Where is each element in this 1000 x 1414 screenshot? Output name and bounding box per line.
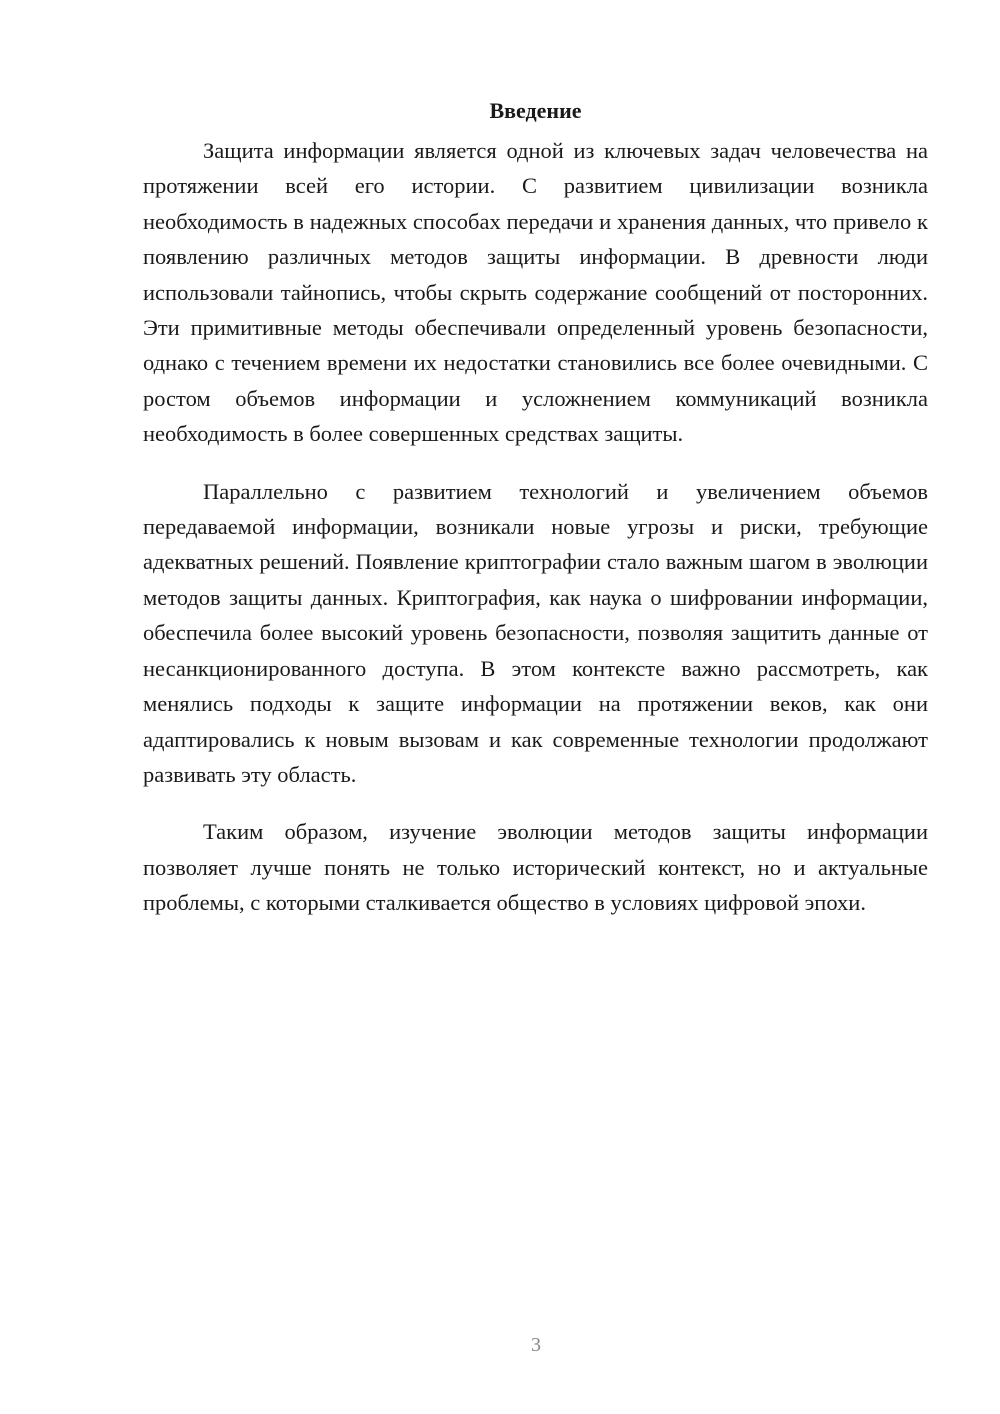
paragraph-3: Таким образом, изучение эволюции методов защиты информации позволяет лучше понять не только исторический контекст, но и актуальные проблемы, с которыми сталкивается общество в условиях цифровой эпохи. bbox=[143, 819, 928, 916]
page-content bbox=[143, 93, 928, 943]
paragraph-1: Защита информации является одной из ключевых задач человечества на протяжении всей его истории. С развитием цивилизации возникла необходимость в надежных способах передачи и хранения данных, что привело к появлению различных методов защиты информации. В древности люди использовали тайнопись, чтобы скрыть содержание сообщений от посторонних. Эти примитивные методы обеспечивали определенный уровень безопасности, однако с течением времени их недостатки становились все более очевидными. С ростом объемов информации и усложнением коммуникаций возникла необходимость в более совершенных средствах защиты. bbox=[143, 138, 928, 447]
page-number: 3 bbox=[531, 1334, 541, 1356]
section-title: Введение bbox=[489, 98, 582, 123]
paragraph-2: Параллельно с развитием технологий и увеличением объемов передаваемой информации, возникали новые угрозы и риски, требующие адекватных решений. Появление криптографии стало важным шагом в эволюции методов защиты данных. Криптография, как наука о шифровании информации, обеспечила более высокий уровень безопасности, позволяя защитить данные от несанкционированного доступа. В этом контексте важно рассмотреть, как менялись подходы к защите информации на протяжении веков, как они адаптировались к новым вызовам и как современные технологии продолжают развивать эту область. bbox=[143, 478, 928, 787]
